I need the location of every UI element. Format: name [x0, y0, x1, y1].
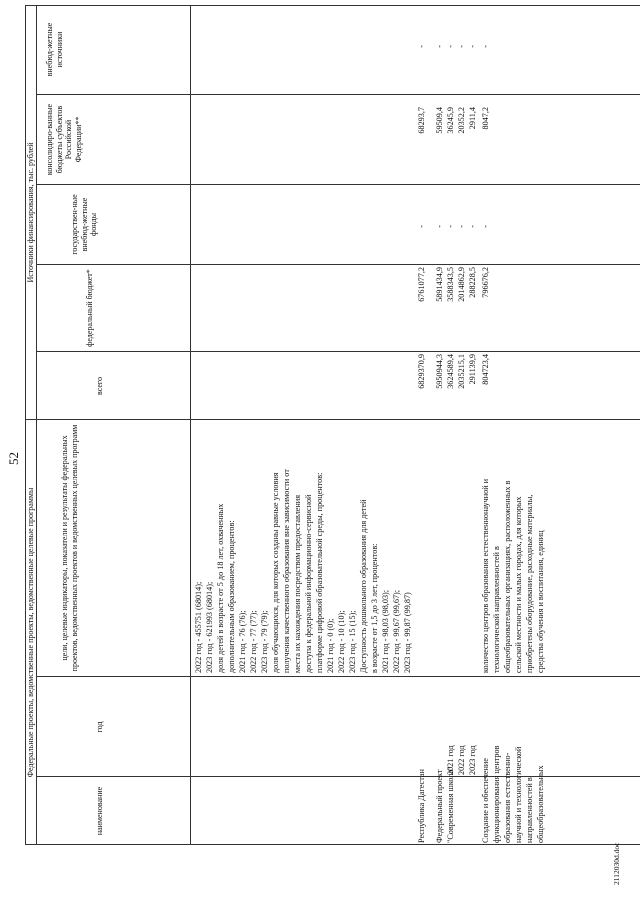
header-regional: консолидиро-ванные бюджеты субъектов Российской Федерации** [45, 103, 83, 176]
header-federal: федеральный бюджет* [85, 269, 94, 347]
row-centers-other: - [481, 45, 490, 48]
goal-line: 2023 год - 79 (79); [260, 610, 269, 673]
goal-line: 2021 год - 76 (76); [238, 610, 247, 673]
goal-line: доля детей в возрасте от 5 до 18 лет, охваченных [216, 503, 225, 673]
row-republic-name: Республика Дагестан [417, 769, 426, 843]
header-offbudget-funds: государствен-ные внебюд-жетные фонды [70, 194, 98, 255]
footer-file-name: 2112030d.doc [612, 842, 621, 885]
row-project-other: - - - - [435, 45, 477, 48]
row-republic-total: 6829370,9 [417, 354, 426, 389]
goal-line: 2022 год - 77 (77); [249, 610, 258, 673]
goal-line: 2022 год - 10 (10); [337, 610, 346, 673]
row-project-name: Федеральный проект "Современная школа" [435, 766, 455, 843]
goals-continuation [193, 469, 413, 673]
goal-line: получения качественного образования вне зависимости от [282, 469, 291, 673]
col-divider-offbudget [36, 264, 640, 265]
row-project-totals: 5950944,3 3624589,4 2035215,1 291139,9 [435, 354, 477, 389]
goal-line: 2022 год - 99,67 (99,67); [392, 589, 401, 673]
row-republic-other: - [417, 45, 426, 48]
row-republic-regional: 68293,7 [417, 107, 426, 134]
row-project-federal: 5891434,9 3588343,5 2014862,9 288228,5 [435, 267, 477, 302]
row-centers-federal: 796676,2 [481, 267, 490, 298]
goal-line: 2022 год - 455751 (68014); [194, 581, 203, 673]
goal-line: места их нахождения посредством предоставления [293, 495, 302, 673]
goal-line: 2021 год - 0 (0); [326, 618, 335, 673]
header-name: наименование [95, 786, 104, 836]
row-republic-federal: 6761077,2 [417, 267, 426, 302]
row-project-regional: 59509,4 36245,9 20352,2 2911,4 [435, 107, 477, 134]
col-divider-year [36, 776, 640, 777]
goal-line: дополнительным образованием, процентов: [227, 520, 236, 673]
header-goals: цели, целевые индикаторы, показатели и результаты федеральных проектов, ведомственных проектов и ведомственных целевых программ [60, 424, 79, 672]
goal-line: 2023 год - 621993 (68014); [205, 581, 214, 673]
row-centers-name: Создание и обеспечение функционирования центров образования естественно- научной и технологической направленностей в общеобразовательных [481, 745, 545, 843]
goal-line: 2021 год - 98,03 (98,03); [381, 589, 390, 673]
row-centers-regional: 8047,2 [481, 107, 490, 130]
header-total: всего [95, 377, 104, 396]
col-divider-total [25, 419, 640, 420]
table-right-border [25, 5, 640, 6]
row-project-offbudget: - - - - [435, 225, 477, 228]
page-number: 52 [6, 452, 21, 465]
goal-line: Доступность дошкольного образования для детей [359, 499, 368, 673]
funding-header-title: Источники финансирования, тыс. рублей [26, 142, 35, 283]
goal-line: 2023 год - 15 (15); [348, 610, 357, 673]
group-header-title: Федеральные проекты, ведомственные проекты, ведомственные целевые программы [26, 487, 35, 778]
row-republic-offbudget: - [417, 225, 426, 228]
header-year: год [95, 721, 104, 733]
row-centers-goals: количество центров образования естественнонаучной и технологической направленностей в общеобразовательных организациях, расположенных в сельской местности и малых городах, для которых приобретены оборудование, расходные материалы, средства обучения и воспитания, единиц [481, 478, 545, 673]
col-divider-federal [36, 351, 640, 352]
goal-line: доступа к федеральной информационно-сервисной [304, 494, 313, 673]
col-divider-goals [36, 676, 640, 677]
goal-line: в возрасте от 1,5 до 3 лет, процентов: [370, 543, 379, 673]
header-other: внебюд-жетные источники [45, 22, 64, 77]
goal-line: платформе цифровой образовательной среды, процентов: [315, 472, 324, 673]
row-centers-total: 804723,4 [481, 354, 490, 385]
row-centers-offbudget: - [481, 225, 490, 228]
goal-line: 2023 год - 99,87 (99,87) [403, 592, 412, 673]
row-project-years: 2021 год 2022 год 2023 год [446, 745, 477, 775]
col-divider-regional [36, 184, 640, 185]
col-divider-other [36, 94, 640, 95]
goal-line: доля обучающихся, для которых созданы равные условия [271, 472, 280, 673]
